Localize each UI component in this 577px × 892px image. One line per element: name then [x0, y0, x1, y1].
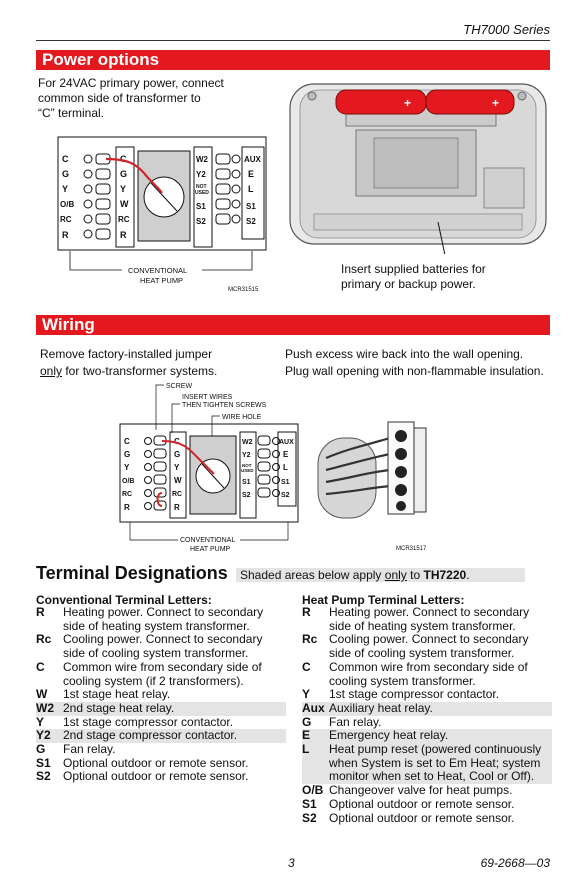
terminal-label: G: [124, 450, 131, 459]
terminal-label: Y2: [242, 452, 251, 459]
terminal-label: S1: [246, 202, 256, 211]
terminal-item: [36, 606, 286, 633]
terminal-letter: O/B: [302, 783, 324, 798]
terminal-label: C: [124, 437, 130, 446]
terminal-label: S2: [242, 492, 251, 499]
terminal-letter: W: [36, 687, 48, 702]
insert-label-2: THEN TIGHTEN SCREWS: [182, 402, 267, 409]
terminal-letter: Rc: [302, 632, 318, 647]
terminal-letter: Y: [36, 714, 45, 729]
terminal-label: C: [62, 154, 69, 164]
heat-pump-label: HEAT PUMP: [190, 546, 231, 553]
conventional-label: CONVENTIONAL: [180, 537, 236, 544]
terminal-label: L: [283, 463, 288, 472]
terminal-label: Y2: [196, 170, 206, 179]
terminal-item: [36, 770, 286, 784]
terminal-label: S2: [246, 217, 256, 226]
terminal-description: 1st stage compressor contactor.: [329, 687, 500, 702]
mid-terminal-labels: [118, 154, 130, 240]
terminal-letter: S2: [36, 769, 51, 784]
terminal-item: [302, 716, 552, 730]
terminal-letter: R: [36, 605, 45, 619]
terminal-letter: S1: [302, 796, 317, 811]
terminal-item: [36, 716, 286, 730]
left-terminal-labels: [60, 154, 74, 240]
terminal-label: W: [120, 199, 129, 209]
battery-caption-line: primary or backup power.: [341, 277, 476, 291]
battery-right: [426, 90, 514, 114]
note-model: TH7220: [423, 568, 467, 582]
terminal-label: Y: [120, 184, 127, 194]
heatpump-title: Heat Pump Terminal Letters:: [302, 593, 465, 607]
terminal-item: [36, 729, 286, 743]
terminal-description: Heating power. Connect to secondary side of heating system transformer.: [63, 605, 264, 633]
terminal-item: [302, 798, 552, 812]
document-number: 69-2668—03: [480, 856, 550, 870]
terminal-letter: Y2: [36, 728, 51, 743]
battery-caption-line: Insert supplied batteries for: [341, 262, 486, 276]
terminal-item: [302, 812, 552, 826]
note-to: to: [406, 568, 424, 582]
terminal-letter: Aux: [302, 700, 325, 715]
plug-line: Plug wall opening with non-flammable insulation.: [285, 364, 544, 378]
terminal-description: 1st stage compressor contactor.: [63, 714, 234, 729]
conventional-title: Conventional Terminal Letters:: [36, 593, 212, 607]
terminal-letter: E: [302, 728, 311, 743]
terminal-label: NOT: [242, 463, 252, 468]
heatpump-terminal-list: [302, 606, 552, 825]
terminal-item: [36, 661, 286, 688]
battery-plus-right: +: [492, 96, 500, 110]
battery-caption: [341, 262, 486, 292]
jumper-rest: for two-transformer systems.: [62, 364, 218, 378]
push-line: Push excess wire back into the wall opening.: [285, 347, 524, 361]
conventional-terminal-list: [36, 606, 286, 784]
terminal-description: 1st stage heat relay.: [63, 687, 171, 702]
terminal-label: S2: [196, 217, 206, 226]
terminal-description: Heating power. Connect to secondary side of heating system transformer.: [329, 605, 530, 633]
screw-label: SCREW: [166, 383, 193, 390]
terminal-item: [36, 702, 286, 716]
terminal-label: S1: [242, 479, 251, 486]
terminal-label: Y: [62, 184, 69, 194]
terminal-letter: Rc: [36, 632, 52, 647]
terminal-label: USED: [241, 468, 254, 473]
terminal-label: W: [174, 476, 182, 485]
terminal-letter: G: [302, 714, 312, 729]
terminal-item: [302, 661, 552, 688]
terminal-item: [302, 784, 552, 798]
terminal-letter: R: [302, 605, 311, 619]
terminal-item: [302, 702, 552, 716]
terminal-label: R: [124, 503, 130, 512]
terminal-letter: S2: [302, 810, 317, 825]
terminal-item: [302, 633, 552, 660]
terminal-item: [302, 688, 552, 702]
note-pre: Shaded areas below apply: [240, 568, 385, 582]
jumper-note-line: Remove factory-installed jumper: [40, 347, 213, 361]
terminal-description: Optional outdoor or remote sensor.: [63, 755, 249, 770]
terminal-item: [302, 729, 552, 743]
terminal-label: USED: [195, 190, 209, 196]
terminal-letter: G: [36, 742, 46, 757]
terminal-label: S1: [196, 202, 206, 211]
power-note: [38, 76, 224, 121]
jumper-note-line: [40, 364, 217, 379]
terminal-description: Changeover valve for heat pumps.: [329, 783, 513, 798]
terminal-label: Y: [124, 463, 130, 472]
terminal-description: Optional outdoor or remote sensor.: [329, 810, 515, 825]
top-rule: [36, 40, 550, 41]
terminal-label: O/B: [60, 200, 75, 209]
terminal-letter: L: [302, 742, 310, 757]
terminal-description: Fan relay.: [63, 742, 116, 757]
diagram-code: MCR31515: [228, 287, 259, 293]
terminal-label: R: [120, 230, 127, 240]
terminal-letter: Y: [302, 687, 311, 702]
terminal-label: E: [283, 450, 289, 459]
terminal-label: L: [248, 184, 254, 194]
power-note-line: “C” terminal.: [38, 106, 105, 120]
terminal-description: Optional outdoor or remote sensor.: [329, 796, 515, 811]
terminal-label: W2: [196, 155, 208, 164]
terminal-label: G: [62, 169, 70, 179]
terminal-label: R: [174, 503, 180, 512]
terminal-description: Cooling power. Connect to secondary side of cooling system transformer.: [63, 632, 263, 661]
terminal-item: [36, 743, 286, 757]
terminal-label: R: [62, 230, 69, 240]
battery-left: [336, 90, 426, 114]
terminal-label: RC: [118, 215, 130, 224]
terminal-description: 2nd stage heat relay.: [63, 700, 175, 715]
terminal-description: Optional outdoor or remote sensor.: [63, 769, 249, 784]
terminal-description: Fan relay.: [329, 714, 382, 729]
terminal-label: RC: [60, 215, 72, 224]
jumper-note: [40, 347, 217, 379]
insert-label: INSERT WIRES: [182, 394, 233, 401]
terminal-label: C: [120, 154, 127, 164]
terminal-label: S1: [281, 479, 290, 486]
terminal-letter: C: [302, 659, 311, 674]
diagram-code: MCR31517: [396, 546, 427, 552]
terminal-label: G: [174, 450, 181, 459]
battery-illustration: [286, 82, 550, 254]
terminal-label: RC: [122, 491, 133, 498]
power-options-banner: Power options: [36, 50, 550, 70]
terminal-letter: S1: [36, 755, 51, 770]
jumper-only: only: [40, 364, 63, 378]
terminal-label: C: [174, 437, 180, 446]
note-end: .: [466, 568, 470, 582]
terminal-description: Cooling power. Connect to secondary side of cooling system transformer.: [329, 632, 529, 661]
wiring-instructions: [285, 347, 544, 379]
terminal-letter: C: [36, 659, 45, 674]
wiring-diagram: [100, 378, 450, 558]
terminal-letter: W2: [36, 700, 54, 715]
power-note-line: For 24VAC primary power, connect: [38, 76, 224, 90]
terminal-item: [36, 757, 286, 771]
terminal-label: G: [120, 169, 128, 179]
terminal-label: NOT: [196, 184, 207, 190]
power-note-line: common side of transformer to: [38, 91, 201, 105]
wire-hole-label: WIRE HOLE: [222, 414, 262, 421]
conventional-label: CONVENTIONAL: [128, 266, 188, 275]
terminal-label: Y: [174, 463, 180, 472]
wiring-banner: Wiring: [36, 315, 550, 335]
shaded-note: [236, 568, 525, 582]
terminal-label: O/B: [122, 478, 135, 485]
heat-pump-label: HEAT PUMP: [140, 276, 184, 285]
terminal-label: S2: [281, 492, 290, 499]
terminal-description: 2nd stage compressor contactor.: [63, 728, 238, 743]
terminal-item: [36, 633, 286, 660]
power-wiring-diagram: [40, 125, 280, 297]
terminal-description: Common wire from secondary side of cooling system (if 2 transformers).: [63, 659, 262, 688]
terminal-description: Auxiliary heat relay.: [329, 700, 433, 715]
terminal-description: Heat pump reset (powered continuously when System is set to Em Heat; system monitor when set to Heat, Cool or Off).: [329, 742, 542, 784]
right-terminal-labels: [195, 155, 209, 226]
terminal-label: AUX: [279, 439, 294, 446]
far-terminal-labels: [244, 155, 262, 226]
page-number: 3: [288, 856, 295, 870]
terminal-item: [302, 743, 552, 784]
terminal-label: AUX: [244, 155, 261, 164]
terminal-description: Common wire from secondary side of cooling system transformer.: [329, 659, 528, 688]
series-label: TH7000 Series: [463, 22, 550, 37]
terminal-label: E: [248, 169, 255, 179]
terminal-label: RC: [172, 491, 183, 498]
terminal-designations-title: Terminal Designations: [36, 563, 228, 583]
terminal-item: [302, 606, 552, 633]
terminal-description: Emergency heat relay.: [329, 728, 449, 743]
terminal-item: [36, 688, 286, 702]
battery-plus-left: +: [404, 96, 412, 110]
note-only: only: [384, 568, 407, 582]
terminal-label: W2: [242, 439, 253, 446]
